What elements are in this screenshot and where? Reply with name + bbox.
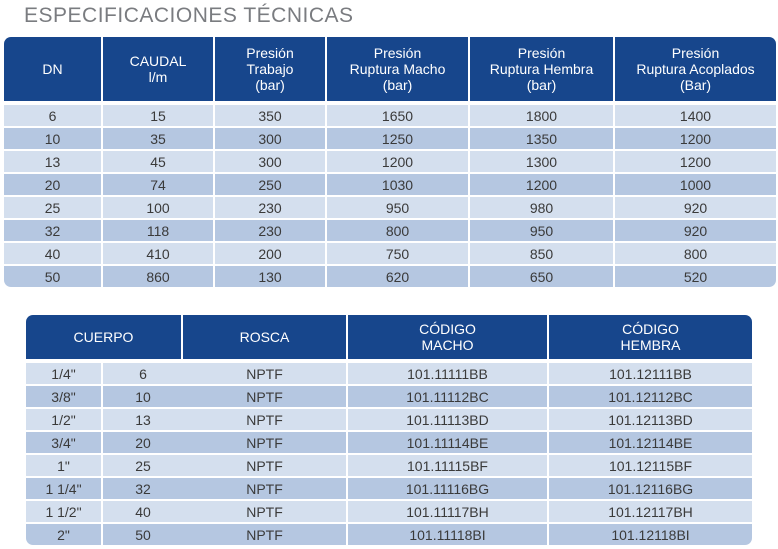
codes-cell: 1 1/2"	[26, 499, 103, 522]
codes-cell: NPTF	[183, 430, 348, 453]
specs-cell: 1350	[470, 126, 615, 149]
codes-cell: 101.12115BF	[549, 453, 752, 476]
codes-cell: 101.12116BG	[549, 476, 752, 499]
codes-header-line: ROSCA	[239, 329, 290, 345]
codes-header-line: CÓDIGO	[419, 321, 476, 337]
specs-cell: 300	[215, 149, 327, 172]
codes-cell: 40	[103, 499, 183, 522]
specs-header-0	[4, 37, 103, 101]
specs-header-line: Ruptura Acoplados	[636, 61, 755, 77]
codes-cell: 10	[103, 384, 183, 407]
codes-cell: 1 1/4"	[26, 476, 103, 499]
table-row	[26, 359, 752, 384]
specs-cell: 74	[103, 172, 215, 195]
specs-cell: 130	[215, 264, 327, 287]
specs-cell: 45	[103, 149, 215, 172]
table-row	[26, 522, 752, 545]
specs-cell: 32	[4, 218, 103, 241]
specs-header-line: Ruptura Macho	[349, 61, 446, 77]
codes-cell: 2"	[26, 522, 103, 545]
codes-cell: 1/4"	[26, 359, 103, 384]
specs-cell: 6	[4, 101, 103, 126]
codes-cell: 101.11115BF	[348, 453, 549, 476]
codes-cell: 101.12113BD	[549, 407, 752, 430]
table-row	[4, 218, 776, 241]
specs-cell: 118	[103, 218, 215, 241]
codes-cell: 6	[103, 359, 183, 384]
page-title: ESPECIFICACIONES TÉCNICAS	[24, 4, 354, 27]
specs-cell: 1250	[327, 126, 470, 149]
specs-cell: 1300	[470, 149, 615, 172]
specs-cell: 920	[615, 218, 776, 241]
table-row	[4, 195, 776, 218]
specs-header-line: Presión	[671, 45, 720, 61]
table-row	[26, 430, 752, 453]
specs-cell: 750	[327, 241, 470, 264]
table-row	[4, 172, 776, 195]
specs-cell: 800	[615, 241, 776, 264]
specs-cell: 13	[4, 149, 103, 172]
specs-header-4	[470, 37, 615, 101]
table-row	[26, 453, 752, 476]
codes-table	[26, 315, 752, 545]
specs-cell: 15	[103, 101, 215, 126]
codes-header-line: MACHO	[421, 337, 474, 353]
codes-cell: 20	[103, 430, 183, 453]
specs-cell: 50	[4, 264, 103, 287]
specs-cell: 1200	[327, 149, 470, 172]
table-row	[26, 499, 752, 522]
table-row	[4, 126, 776, 149]
specs-cell: 10	[4, 126, 103, 149]
codes-cell: 32	[103, 476, 183, 499]
specs-cell: 40	[4, 241, 103, 264]
specs-header-5	[615, 37, 776, 101]
codes-cell: 13	[103, 407, 183, 430]
specs-cell: 1200	[470, 172, 615, 195]
codes-header-line: CUERPO	[73, 329, 134, 345]
specs-cell: 230	[215, 195, 327, 218]
specs-header-line: Ruptura Hembra	[489, 61, 594, 77]
codes-cell: 3/4"	[26, 430, 103, 453]
codes-cell: NPTF	[183, 453, 348, 476]
specs-table-header-row	[4, 37, 776, 101]
table-row	[4, 241, 776, 264]
specs-header-line: Trabajo	[246, 61, 294, 77]
specs-cell: 1200	[615, 126, 776, 149]
table-row	[26, 407, 752, 430]
codes-header-line: HEMBRA	[620, 337, 681, 353]
codes-cell: 101.12111BB	[549, 359, 752, 384]
codes-cell: NPTF	[183, 384, 348, 407]
specs-cell: 410	[103, 241, 215, 264]
specs-cell: 1800	[470, 101, 615, 126]
table-row	[26, 384, 752, 407]
specs-cell: 1400	[615, 101, 776, 126]
codes-cell: 101.11111BB	[348, 359, 549, 384]
specs-cell: 920	[615, 195, 776, 218]
codes-cell: 101.11116BG	[348, 476, 549, 499]
specs-cell: 1000	[615, 172, 776, 195]
codes-cell: 50	[103, 522, 183, 545]
codes-header-1	[183, 315, 348, 359]
specs-cell: 230	[215, 218, 327, 241]
codes-cell: 101.12118BI	[549, 522, 752, 545]
table-row	[4, 264, 776, 287]
specs-header-2	[215, 37, 327, 101]
specs-cell: 860	[103, 264, 215, 287]
specs-cell: 850	[470, 241, 615, 264]
codes-cell: 101.11112BC	[348, 384, 549, 407]
codes-cell: 101.11113BD	[348, 407, 549, 430]
specs-header-line: (bar)	[255, 77, 285, 93]
specs-header-line: Presión	[517, 45, 566, 61]
codes-cell: NPTF	[183, 407, 348, 430]
codes-cell: 101.12117BH	[549, 499, 752, 522]
codes-cell: NPTF	[183, 499, 348, 522]
table-row	[26, 476, 752, 499]
specs-header-line: Presión	[246, 45, 294, 61]
specs-cell: 25	[4, 195, 103, 218]
specs-cell: 1030	[327, 172, 470, 195]
codes-cell: 101.11117BH	[348, 499, 549, 522]
specs-header-line: (bar)	[526, 77, 557, 93]
specs-cell: 980	[470, 195, 615, 218]
specs-cell: 35	[103, 126, 215, 149]
codes-cell: 101.12112BC	[549, 384, 752, 407]
specs-cell: 1200	[615, 149, 776, 172]
codes-cell: 1/2"	[26, 407, 103, 430]
table-row	[4, 149, 776, 172]
table-row	[4, 101, 776, 126]
specs-cell: 250	[215, 172, 327, 195]
specs-cell: 650	[470, 264, 615, 287]
specs-cell: 950	[327, 195, 470, 218]
codes-table-header-row	[26, 315, 752, 359]
specs-cell: 1650	[327, 101, 470, 126]
codes-cell: 1"	[26, 453, 103, 476]
specs-cell: 100	[103, 195, 215, 218]
specs-header-line: CAUDAL	[129, 53, 187, 69]
specs-cell: 20	[4, 172, 103, 195]
specs-cell: 620	[327, 264, 470, 287]
specs-header-line: DN	[42, 61, 63, 77]
codes-header-line: CÓDIGO	[622, 321, 679, 337]
specs-header-1	[103, 37, 215, 101]
specs-cell: 200	[215, 241, 327, 264]
specs-header-line: (bar)	[382, 77, 413, 93]
specs-cell: 950	[470, 218, 615, 241]
specs-cell: 800	[327, 218, 470, 241]
specs-cell: 520	[615, 264, 776, 287]
specs-table	[4, 37, 776, 287]
codes-cell: 101.12114BE	[549, 430, 752, 453]
codes-cell: NPTF	[183, 522, 348, 545]
codes-cell: 101.11118BI	[348, 522, 549, 545]
codes-header-0	[26, 315, 183, 359]
codes-header-3	[549, 315, 752, 359]
codes-header-2	[348, 315, 549, 359]
codes-cell: NPTF	[183, 476, 348, 499]
specs-header-line: l/m	[148, 69, 168, 85]
codes-cell: 101.11114BE	[348, 430, 549, 453]
specs-header-line: (Bar)	[679, 77, 712, 93]
specs-cell: 350	[215, 101, 327, 126]
specs-cell: 300	[215, 126, 327, 149]
specs-header-line: Presión	[373, 45, 422, 61]
specs-header-3	[327, 37, 470, 101]
codes-cell: 25	[103, 453, 183, 476]
codes-cell: NPTF	[183, 359, 348, 384]
codes-cell: 3/8"	[26, 384, 103, 407]
